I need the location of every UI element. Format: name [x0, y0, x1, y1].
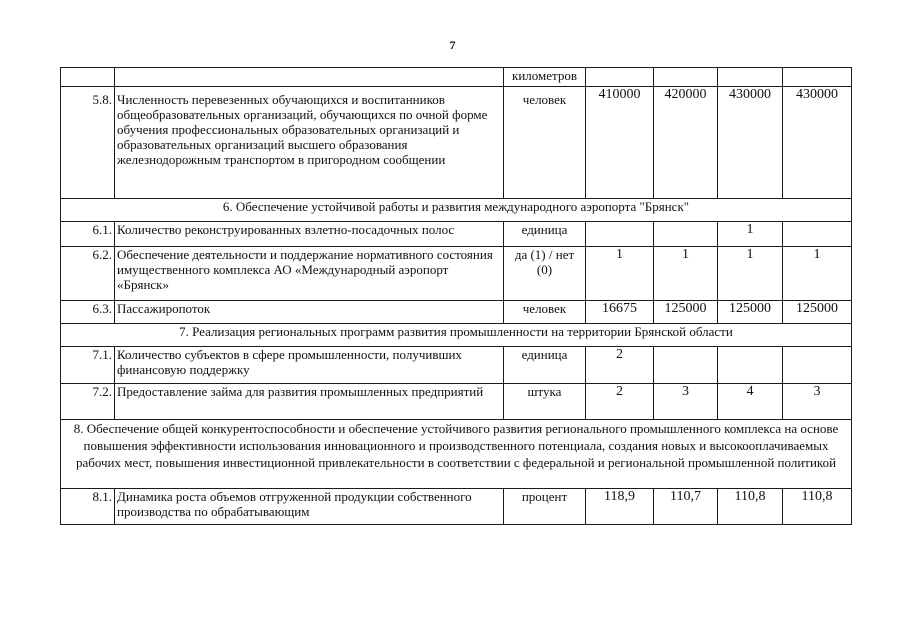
row-value: 125000: [783, 301, 852, 324]
row-value: 2: [586, 384, 654, 420]
row-unit: штука: [504, 384, 586, 420]
table-row: [61, 347, 852, 384]
row-value: 125000: [654, 301, 718, 324]
row-name: Численность перевезенных обучающихся и воспитанников общеобразовательных организаций, обучающихся по очной форме обучения профессиональных образовательных организаций и образовательных организаций высшего образования железнодорожным транспортом в пригородном сообщении: [115, 87, 504, 199]
row-value: 420000: [654, 87, 718, 199]
row-unit: да (1) / нет (0): [504, 247, 586, 301]
row-value: 1: [783, 247, 852, 301]
row-value: 1: [718, 247, 783, 301]
section-row: [61, 324, 852, 347]
row-value: 16675: [586, 301, 654, 324]
section-title: 8. Обеспечение общей конкурентоспособности и обеспечение устойчивого развития регионального промышленного комплекса на основе повышения эффективности использования инновационного и производственного потенциала, создания новых и высокооплачиваемых рабочих мест, повышения инвестиционной привлекательности в соответствии с федеральной и региональной промышленной политикой: [61, 420, 852, 489]
section-title: 6. Обеспечение устойчивой работы и развития международного аэропорта "Брянск": [61, 199, 852, 222]
cell-name: [115, 68, 504, 87]
row-value: 430000: [718, 87, 783, 199]
row-value: 3: [783, 384, 852, 420]
row-value: 1: [654, 247, 718, 301]
row-number: 6.2.: [61, 247, 115, 301]
table-row: [61, 222, 852, 247]
row-value: 410000: [586, 87, 654, 199]
row-number: 8.1.: [61, 489, 115, 525]
cell-num: [61, 68, 115, 87]
row-unit: человек: [504, 301, 586, 324]
row-value: [586, 222, 654, 247]
table-row: [61, 247, 852, 301]
row-value: 110,8: [783, 489, 852, 525]
row-name: Пассажиропоток: [115, 301, 504, 324]
row-unit: человек: [504, 87, 586, 199]
row-number: 5.8.: [61, 87, 115, 199]
cell-unit: километров: [504, 68, 586, 87]
row-value: [654, 347, 718, 384]
table-row: [61, 384, 852, 420]
section-row: [61, 199, 852, 222]
row-value: [718, 347, 783, 384]
row-value: 3: [654, 384, 718, 420]
table-row: [61, 489, 852, 525]
row-value: [654, 222, 718, 247]
row-number: 6.1.: [61, 222, 115, 247]
row-name: Обеспечение деятельности и поддержание нормативного состояния имущественного комплекса АО «Международный аэропорт «Брянск»: [115, 247, 504, 301]
row-value: 430000: [783, 87, 852, 199]
table-row: [61, 301, 852, 324]
cell-value: [654, 68, 718, 87]
table-row: [61, 87, 852, 199]
row-name: Динамика роста объемов отгруженной продукции собственного производства по обрабатывающим: [115, 489, 504, 525]
section-row: [61, 420, 852, 489]
row-value: 110,8: [718, 489, 783, 525]
row-value: 4: [718, 384, 783, 420]
row-value: 2: [586, 347, 654, 384]
table-row-continued: [61, 68, 852, 87]
row-value: [783, 222, 852, 247]
row-value: 1: [718, 222, 783, 247]
row-unit: единица: [504, 347, 586, 384]
row-value: 125000: [718, 301, 783, 324]
row-value: 1: [586, 247, 654, 301]
row-value: 118,9: [586, 489, 654, 525]
row-name: Предоставление займа для развития промышленных предприятий: [115, 384, 504, 420]
row-value: 110,7: [654, 489, 718, 525]
cell-value: [783, 68, 852, 87]
row-number: 6.3.: [61, 301, 115, 324]
cell-value: [718, 68, 783, 87]
section-title: 7. Реализация региональных программ развития промышленности на территории Брянской области: [61, 324, 852, 347]
row-name: Количество субъектов в сфере промышленности, получивших финансовую поддержку: [115, 347, 504, 384]
row-unit: процент: [504, 489, 586, 525]
row-name: Количество реконструированных взлетно-посадочных полос: [115, 222, 504, 247]
row-number: 7.2.: [61, 384, 115, 420]
indicators-table: [60, 67, 852, 525]
row-number: 7.1.: [61, 347, 115, 384]
row-unit: единица: [504, 222, 586, 247]
cell-value: [586, 68, 654, 87]
page-number: 7: [449, 38, 456, 52]
row-value: [783, 347, 852, 384]
